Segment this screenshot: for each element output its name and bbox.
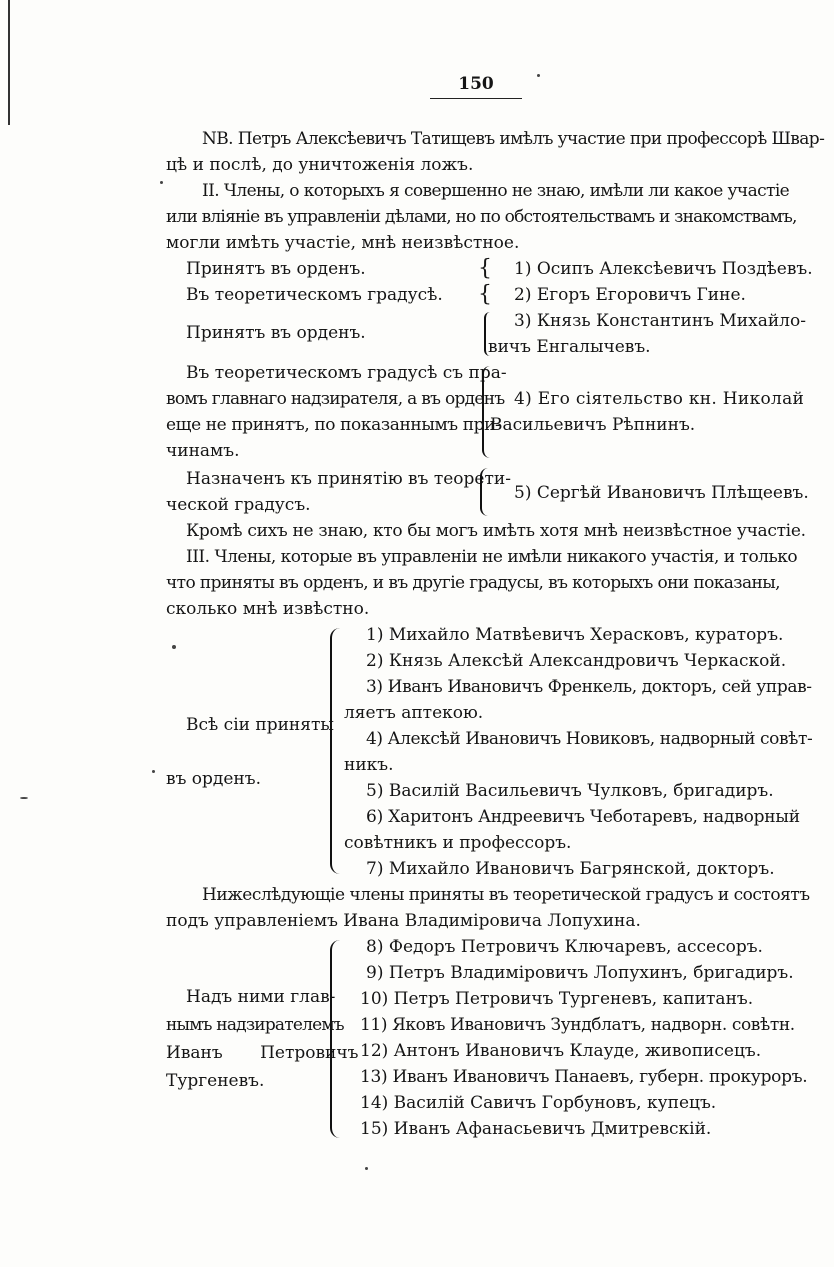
row4-brace bbox=[482, 366, 492, 458]
group2-member: 9) Петръ Владиміровичъ Лопухинъ, бригадиръ. bbox=[366, 963, 794, 983]
section2-line-1: II. Члены, о которыхъ я совершенно не знаю, имѣли ли какое участіе bbox=[202, 181, 790, 201]
speck bbox=[160, 181, 163, 184]
row4-member-line-2: Васильевичъ Рѣпнинъ. bbox=[490, 415, 696, 435]
speck bbox=[365, 1167, 368, 1170]
group1-member: 7) Михайло Ивановичъ Багрянской, докторъ. bbox=[366, 859, 775, 879]
speck bbox=[537, 74, 540, 77]
row5-member: 5) Сергѣй Ивановичъ Плѣщеевъ. bbox=[514, 483, 809, 503]
group1-member: 1) Михайло Матвѣевичъ Херасковъ, кураторъ. bbox=[366, 625, 784, 645]
group1-member: совѣтникъ и профессоръ. bbox=[344, 833, 572, 853]
row3-status: Принятъ въ орденъ. bbox=[186, 323, 366, 343]
group2-member: 10) Петръ Петровичъ Тургеневъ, капитанъ. bbox=[360, 989, 754, 1009]
group1-member: никъ. bbox=[344, 755, 394, 775]
speck bbox=[172, 645, 176, 649]
section3-line-3: сколько мнѣ извѣстно. bbox=[166, 599, 370, 619]
group1-label-line-1: Всѣ сіи приняты bbox=[186, 715, 334, 735]
section2-line-3: могли имѣть участіе, мнѣ неизвѣстное. bbox=[166, 233, 520, 253]
margin-line bbox=[8, 0, 10, 125]
group2-label-line-2: нымъ надзирателемъ bbox=[166, 1015, 344, 1035]
speck bbox=[20, 797, 28, 799]
row5-status-line-1: Назначенъ къ принятію въ теорети- bbox=[186, 469, 511, 489]
row4-status-line-3: еще не принятъ, по показаннымъ при- bbox=[166, 415, 501, 435]
group2-member: 11) Яковъ Ивановичъ Зундблатъ, надворн. совѣтн. bbox=[360, 1015, 795, 1035]
group1-member: 6) Харитонъ Андреевичъ Чеботаревъ, надворный bbox=[366, 807, 800, 827]
group2-member: 8) Федоръ Петровичъ Ключаревъ, ассесоръ. bbox=[366, 937, 763, 957]
row2-status: Въ теоретическомъ градусѣ. bbox=[186, 285, 443, 305]
group2-label-line-3: Иванъ Петровичъ bbox=[166, 1043, 359, 1063]
group1-member: 4) Алексѣй Ивановичъ Новиковъ, надворный совѣт- bbox=[366, 729, 813, 749]
row3-member-line-2: вичъ Енгалычевъ. bbox=[488, 337, 651, 357]
row2-member: 2) Егоръ Егоровичъ Гине. bbox=[514, 285, 746, 305]
group2-member: 12) Антонъ Ивановичъ Клауде, живописецъ. bbox=[360, 1041, 762, 1061]
group1-label-line-2: въ орденъ. bbox=[166, 769, 261, 789]
row3-member-line-1: 3) Князь Константинъ Михайло- bbox=[514, 311, 806, 331]
row4-member-line-1: 4) Его сіятельство кн. Николай bbox=[514, 389, 805, 409]
section4-line-1: Нижеслѣдующіе члены приняты въ теоретической градусъ и состоятъ bbox=[202, 885, 810, 905]
group1-member: ляетъ аптекою. bbox=[344, 703, 484, 723]
row4-status-line-2: вомъ главнаго надзирателя, а въ орденъ bbox=[166, 389, 505, 409]
section3-line-2: что приняты въ орденъ, и въ другіе градусы, въ которыхъ они показаны, bbox=[166, 573, 780, 593]
group1-member: 5) Василій Васильевичъ Чулковъ, бригадиръ. bbox=[366, 781, 774, 801]
section3-line-1: III. Члены, которые въ управленіи не имѣли никакого участія, и только bbox=[186, 547, 798, 567]
group2-label-line-1: Надъ ними глав- bbox=[186, 987, 336, 1007]
row1-member: 1) Осипъ Алексѣевичъ Поздѣевъ. bbox=[514, 259, 813, 279]
group2-member: 14) Василій Савичъ Горбуновъ, купецъ. bbox=[360, 1093, 717, 1113]
nb-line-2: цѣ и послѣ, до уничтоженія ложъ. bbox=[166, 155, 474, 175]
group2-member: 15) Иванъ Афанасьевичъ Дмитревскій. bbox=[360, 1119, 712, 1139]
brace-mark: { bbox=[478, 282, 492, 307]
section2-closing: Кромѣ сихъ не знаю, кто бы могъ имѣть хотя мнѣ неизвѣстное участіе. bbox=[186, 521, 806, 541]
row5-brace bbox=[480, 468, 490, 516]
row4-status-line-1: Въ теоретическомъ градусѣ съ пра- bbox=[186, 363, 507, 383]
row1-status: Принятъ въ орденъ. bbox=[186, 259, 366, 279]
section2-line-2: или вліяніе въ управленіи дѣлами, но по обстоятельствамъ и знакомствамъ, bbox=[166, 207, 797, 227]
brace-mark: { bbox=[478, 256, 492, 281]
group2-brace bbox=[330, 940, 340, 1138]
group1-brace bbox=[330, 628, 340, 874]
row5-status-line-2: ческой градусъ. bbox=[166, 495, 311, 515]
speck bbox=[152, 770, 155, 773]
row4-status-line-4: чинамъ. bbox=[166, 441, 240, 461]
group2-label-line-4: Тургеневъ. bbox=[166, 1071, 265, 1091]
section4-line-2: подъ управленіемъ Ивана Владиміровича Лопухина. bbox=[166, 911, 641, 931]
nb-line-1: NB. Петръ Алексѣевичъ Татищевъ имѣлъ участие при профессорѣ Швар- bbox=[202, 129, 825, 149]
group1-member: 2) Князь Алексѣй Александровичъ Черкаской. bbox=[366, 651, 787, 671]
group1-member: 3) Иванъ Ивановичъ Френкель, докторъ, сей управ- bbox=[366, 677, 812, 697]
page-number: 150 bbox=[430, 74, 522, 99]
group2-member: 13) Иванъ Ивановичъ Панаевъ, губерн. прокуроръ. bbox=[360, 1067, 808, 1087]
